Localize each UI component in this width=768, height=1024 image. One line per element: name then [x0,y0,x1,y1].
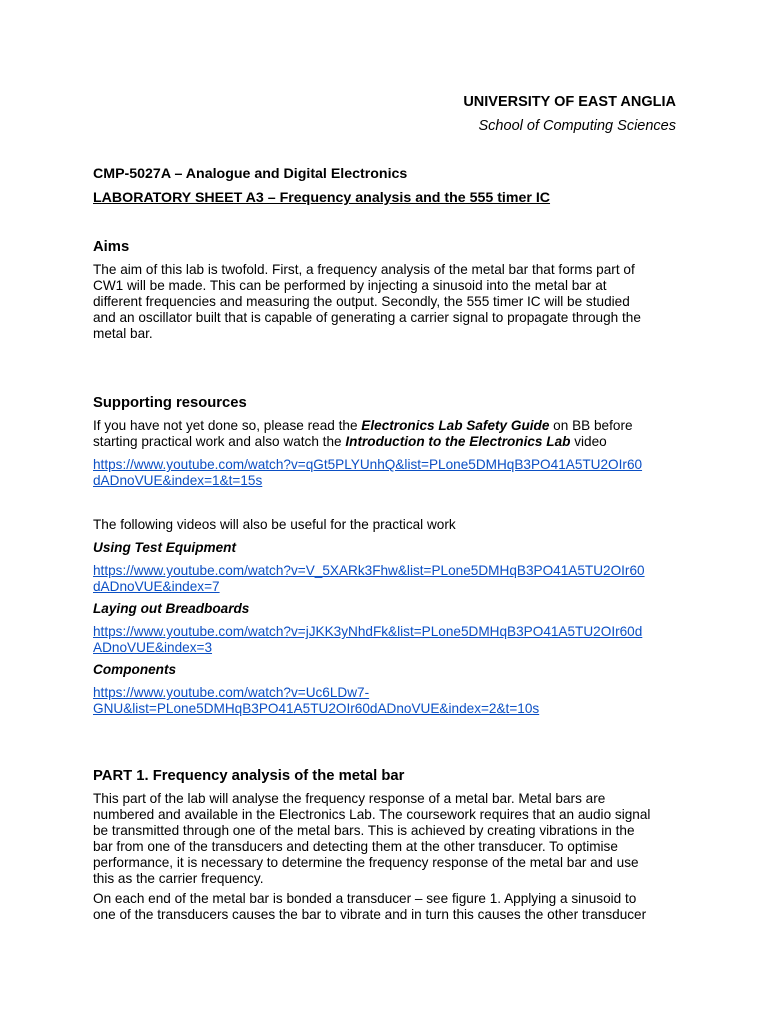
intro-video-link-line[interactable]: https://www.youtube.com/watch?v=qGt5PLYUnhQ&list=PLone5DMHqB3PO41A5TU2OIr60 [93,457,643,472]
videos-intro: The following videos will also be useful for the practical work [93,517,456,532]
aims-paragraph [93,262,683,342]
lab-sheet-title: LABORATORY SHEET A3 – Frequency analysis and the 555 timer IC [93,190,551,206]
aims-line: and an oscillator built that is capable of generating a carrier signal to propagate through the [93,310,641,325]
aims-line: metal bar. [93,326,153,341]
intro-text: on BB before [549,418,633,433]
video-link-test-equipment[interactable] [93,563,693,595]
part1-line: one of the transducers causes the bar to vibrate and in turn this causes the other transducer [93,907,647,922]
aims-line: The aim of this lab is twofold. First, a frequency analysis of the metal bar that forms part of [93,262,635,277]
intro-video-title: Introduction to the Electronics Lab [345,434,571,449]
video-title-components: Components [93,662,177,677]
resources-intro-line-1 [93,418,693,434]
video-link-line[interactable]: https://www.youtube.com/watch?v=V_5XARk3Fhw&list=PLone5DMHqB3PO41A5TU2OIr60 [93,563,645,578]
video-link-line[interactable]: dADnoVUE&index=7 [93,579,220,594]
part1-line: On each end of the metal bar is bonded a transducer – see figure 1. Applying a sinusoid to [93,891,637,906]
resources-heading: Supporting resources [93,395,247,411]
intro-video-link[interactable] [93,457,693,489]
resources-intro-line-2 [93,434,693,450]
school-name: School of Computing Sciences [478,118,676,134]
video-link-line[interactable]: GNU&list=PLone5DMHqB3PO41A5TU2OIr60dADnoVUE&index=2&t=10s [93,701,540,716]
part1-paragraph-2 [93,891,683,923]
video-link-breadboards[interactable] [93,624,693,656]
part1-line: This part of the lab will analyse the frequency response of a metal bar. Metal bars are [93,791,606,806]
intro-text: starting practical work and also watch the [93,434,346,449]
aims-heading: Aims [93,239,130,255]
aims-line: CW1 will be made. This can be performed by injecting a sinusoid into the metal bar at [93,278,607,293]
video-link-line[interactable]: ADnoVUE&index=3 [93,640,213,655]
safety-guide-title: Electronics Lab Safety Guide [361,418,550,433]
video-link-line[interactable]: https://www.youtube.com/watch?v=jJKK3yNhdFk&list=PLone5DMHqB3PO41A5TU2OIr60d [93,624,643,639]
resources-intro [93,418,693,450]
part1-paragraph-1 [93,791,683,887]
intro-text: video [570,434,607,449]
part1-line: this as the carrier frequency. [93,871,264,886]
course-title: CMP-5027A – Analogue and Digital Electronics [93,166,408,182]
video-link-components[interactable] [93,685,693,717]
part1-line: performance, it is necessary to determine the frequency response of the metal bar and use [93,855,639,870]
video-title-test-equipment: Using Test Equipment [93,540,236,555]
university-name: UNIVERSITY OF EAST ANGLIA [463,94,676,110]
intro-video-link-line[interactable]: dADnoVUE&index=1&t=15s [93,473,263,488]
part1-line: numbered and available in the Electronics Lab. The coursework requires that an audio signal [93,807,651,822]
aims-line: different frequencies and measuring the output. Secondly, the 555 timer IC will be studied [93,294,630,309]
intro-text: If you have not yet done so, please read the [93,418,362,433]
part1-heading: PART 1. Frequency analysis of the metal bar [93,768,405,784]
video-title-breadboards: Laying out Breadboards [93,601,250,616]
part1-line: be transmitted through one of the metal bars. This is achieved by creating vibrations in the [93,823,635,838]
video-link-line[interactable]: https://www.youtube.com/watch?v=Uc6LDw7- [93,685,370,700]
part1-line: bar from one of the transducers and detecting them at the other transducer. To optimise [93,839,618,854]
